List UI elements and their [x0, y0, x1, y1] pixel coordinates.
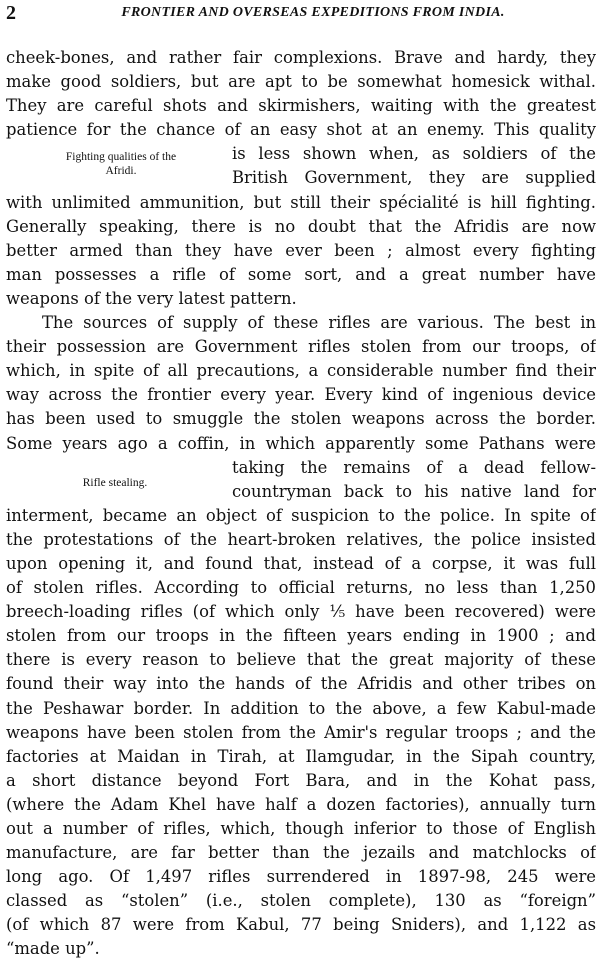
text-line: classed as “stolen” (i.e., stolen complete), 130 as “foreign” — [6, 891, 596, 911]
text-line: has been used to smuggle the stolen weapons across the border. — [6, 409, 596, 429]
text-line: the protestations of the heart-broken relatives, the police insisted — [6, 529, 596, 549]
side-note-rifle-stealing: Rifle stealing. — [82, 477, 148, 489]
text-line: British Government, they are supplied — [232, 168, 596, 188]
text-line: They are careful shots and skirmishers, waiting with the greatest — [6, 96, 596, 116]
text-line: The sources of supply of these rifles are various. The best in — [42, 313, 596, 333]
text-line: which, in spite of all precautions, a considerable number find their — [6, 361, 596, 381]
text-line: weapons have been stolen from the Amir's regular troops ; and the — [6, 722, 596, 742]
text-line: breech-loading rifles (of which only ⅕ have been recovered) were — [6, 602, 596, 622]
text-line: patience for the chance of an easy shot at an enemy. This quality — [6, 120, 596, 140]
text-line: a short distance beyond Fort Bara, and in the Kohat pass, — [6, 770, 596, 790]
text-line: there is every reason to believe that the great majority of these — [6, 650, 596, 670]
text-line: upon opening it, and found that, instead of a corpse, it was full — [6, 553, 596, 573]
page-number: 2 — [6, 2, 16, 24]
text-line: manufacture, are far better than the jezails and matchlocks of — [6, 843, 596, 863]
side-note-line: Afridi. — [105, 165, 137, 177]
text-line: with unlimited ammunition, but still their spécialité is hill fighting. — [6, 192, 596, 212]
text-line: better armed than they have ever been ; almost every fighting — [6, 240, 596, 260]
text-line: weapons of the very latest pattern. — [6, 288, 297, 308]
text-line: Some years ago a coffin, in which apparently some Pathans were — [6, 433, 596, 453]
body-text — [6, 46, 596, 962]
text-line: the Peshawar border. In addition to the above, a few Kabul-made — [6, 698, 596, 718]
text-line: man possesses a rifle of some sort, and a great number have — [6, 264, 596, 284]
text-line: factories at Maidan in Tirah, at Ilamgudar, in the Sipah country, — [6, 746, 596, 766]
text-line: interment, became an object of suspicion to the police. In spite of — [6, 505, 596, 525]
text-line: Generally speaking, there is no doubt that the Afridis are now — [6, 216, 596, 236]
text-line: make good soldiers, but are apt to be somewhat homesick withal. — [6, 72, 596, 92]
text-line: (where the Adam Khel have half a dozen factories), annually turn — [6, 794, 596, 814]
text-line: out a number of rifles, which, though inferior to those of English — [6, 819, 596, 838]
text-line: long ago. Of 1,497 rifles surrendered in 1897-98, 245 were — [6, 867, 596, 887]
text-line: stolen from our troops in the fifteen years ending in 1900 ; and — [6, 626, 596, 646]
text-line: (of which 87 were from Kabul, 77 being Sniders), and 1,122 as — [6, 915, 596, 935]
text-line: “made up”. — [6, 939, 100, 959]
running-head: FRONTIER AND OVERSEAS EXPEDITIONS FROM INDIA. — [121, 5, 505, 20]
text-line: countryman back to his native land for — [232, 481, 596, 501]
text-line: way across the frontier every year. Every kind of ingenious device — [6, 385, 596, 405]
side-note-line: Fighting qualities of the — [65, 151, 177, 163]
text-line: of stolen rifles. According to official returns, no less than 1,250 — [6, 578, 596, 598]
text-line: found their way into the hands of the Afridis and other tribes on — [6, 674, 596, 694]
page-header — [6, 2, 592, 26]
text-line: is less shown when, as soldiers of the — [232, 144, 596, 164]
text-line: taking the remains of a dead fellow- — [232, 457, 596, 477]
text-line: cheek-bones, and rather fair complexions. Brave and hardy, they — [6, 48, 596, 67]
text-line: their possession are Government rifles stolen from our troops, of — [6, 337, 596, 357]
